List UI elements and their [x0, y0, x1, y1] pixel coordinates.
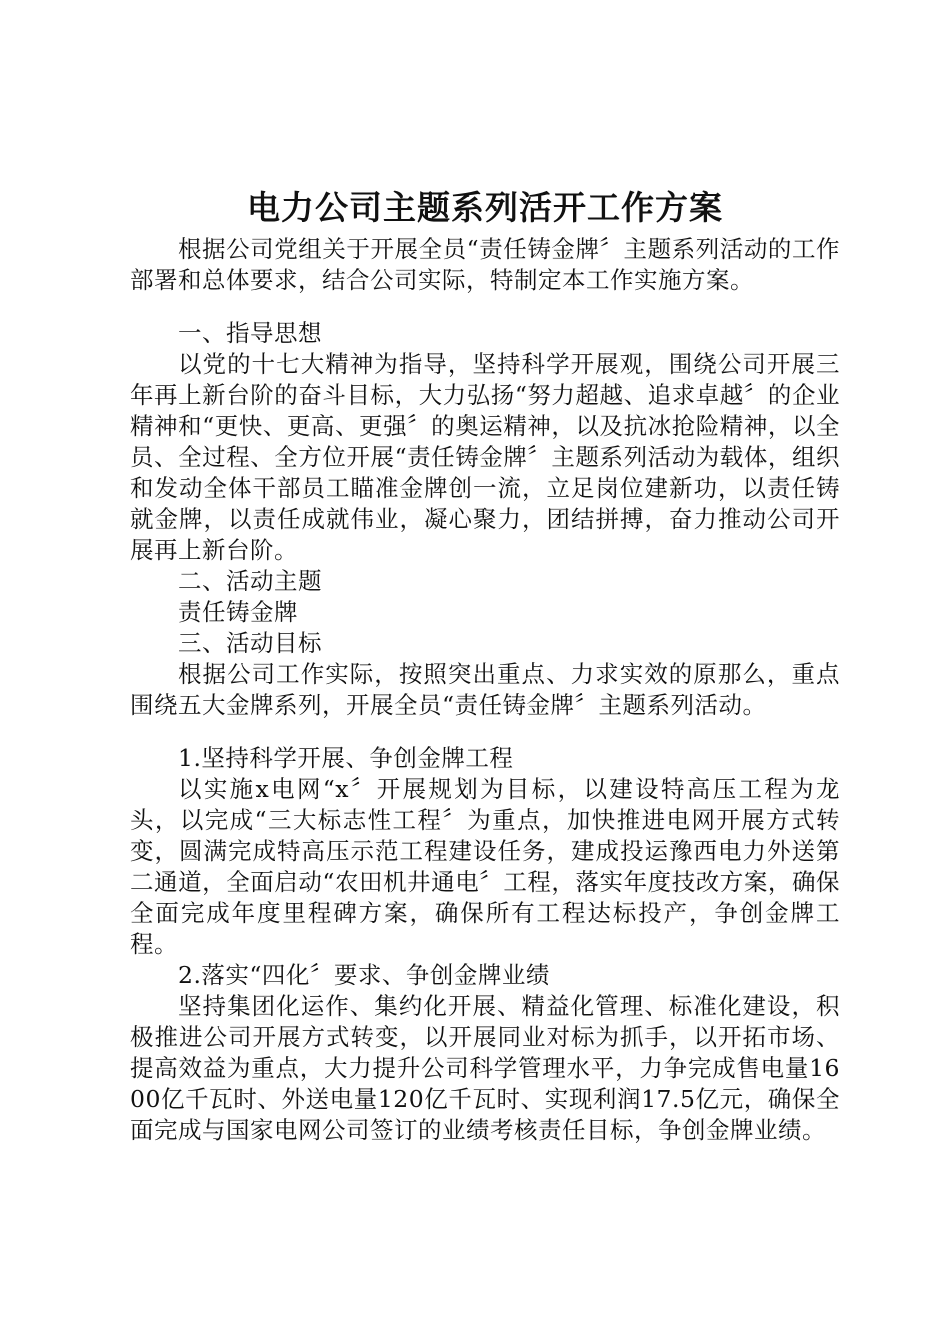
spacer — [130, 721, 840, 743]
intro-paragraph: 根据公司党组关于开展全员“责任铸金牌〞主题系列活动的工作部署和总体要求，结合公司实际，特制定本工作实施方案。 — [130, 235, 840, 294]
item-body-gold-performance: 坚持集团化运作、集约化开展、精益化管理、标准化建设，积极推进公司开展方式转变，以开展同业对标为抓手，以开拓市场、提高效益为重点，大力提升公司科学管理水平，力争完成售电量1600亿千瓦时、外送电量120亿千瓦时、实现利润17.5亿元，确保全面完成与国家电网公司签订的业绩考核责任目标，争创金牌业绩。 — [130, 992, 840, 1144]
section-body-guiding-thought: 以党的十七大精神为指导，坚持科学开展观，围绕公司开展三年再上新台阶的奋斗目标，大力弘扬“努力超越、追求卓越〞的企业精神和“更快、更高、更强〞的奥运精神，以及抗冰抢险精神，以全员、全过程、全方位开展“责任铸金牌〞主题系列活动为载体，组织和发动全体干部员工瞄准金牌创一流，立足岗位建新功，以责任铸就金牌，以责任成就伟业，凝心聚力，团结拼搏，奋力推动公司开展再上新台阶。 — [130, 350, 840, 564]
item-body-gold-project: 以实施x电网“x〞开展规划为目标，以建设特高压工程为龙头，以完成“三大标志性工程〞为重点，加快推进电网开展方式转变，圆满完成特高压示范工程建设任务，建成投运豫西电力外送第二通道，全面启动“农田机井通电〞工程，落实年度技改方案，确保全面完成年度里程碑方案，确保所有工程达标投产，争创金牌工程。 — [130, 775, 840, 958]
document-title: 电力公司主题系列活开工作方案 — [247, 188, 723, 227]
section-heading-activity-goals: 三、活动目标 — [178, 629, 322, 657]
section-body-activity-goals: 根据公司工作实际，按照突出重点、力求实效的原那么，重点围绕五大金牌系列，开展全员“责任铸金牌〞主题系列活动。 — [130, 660, 840, 719]
section-body-activity-theme: 责任铸金牌 — [178, 598, 298, 626]
item-heading-gold-performance: 2.落实“四化〞要求、争创金牌业绩 — [178, 961, 550, 989]
section-heading-guiding-thought: 一、指导思想 — [178, 319, 322, 347]
spacer — [130, 296, 840, 318]
section-heading-activity-theme: 二、活动主题 — [178, 567, 322, 595]
document-page — [130, 186, 840, 1146]
item-heading-gold-project: 1.坚持科学开展、争创金牌工程 — [178, 744, 514, 772]
